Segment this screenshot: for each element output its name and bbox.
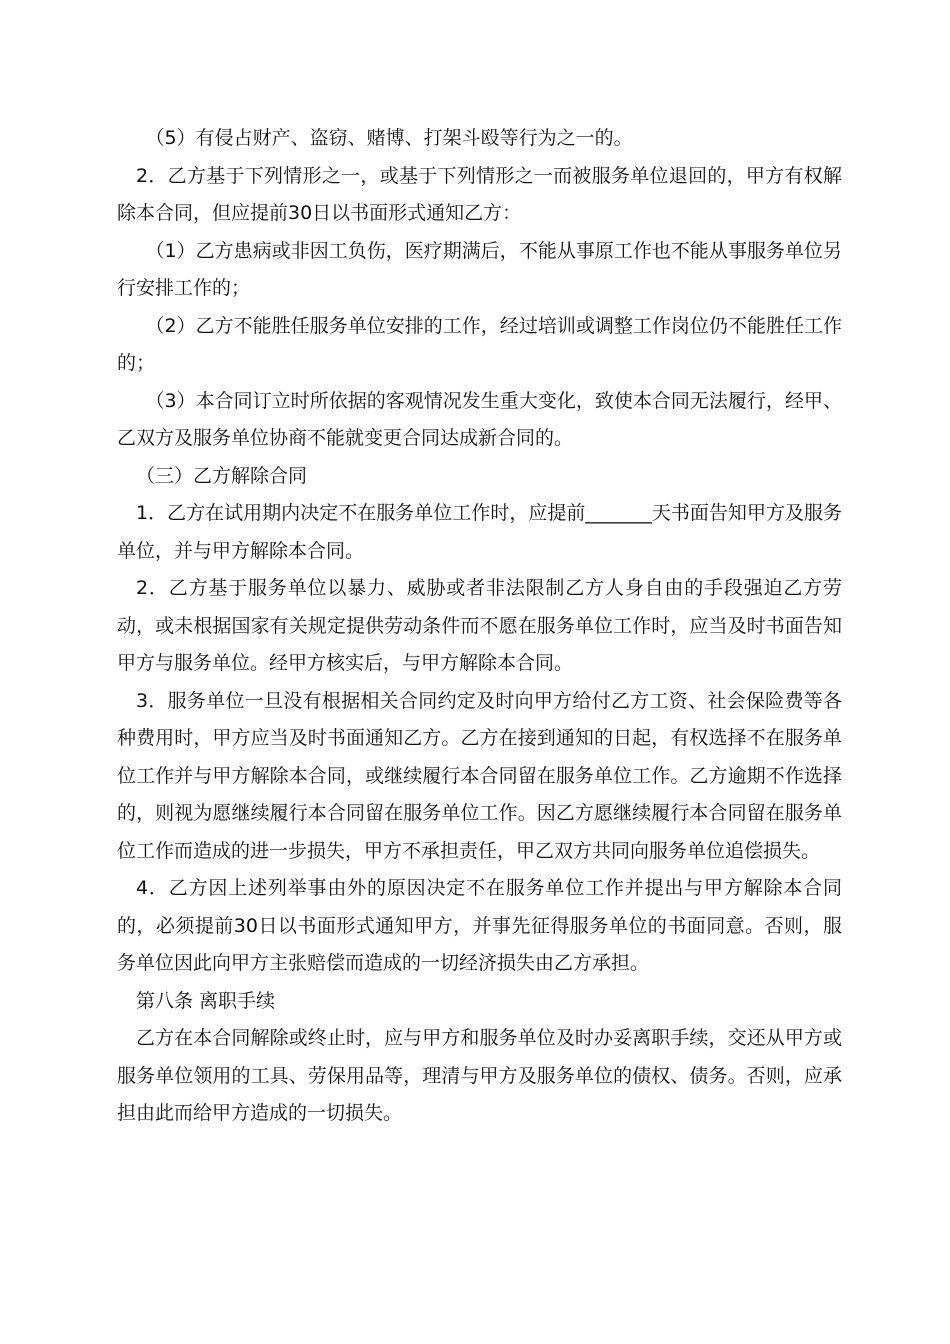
article-8-body: 乙方在本合同解除或终止时，应与甲方和服务单位及时办妥离职手续，交还从甲方或服务单位领用的工具、劳保用品等，理清与甲方及服务单位的债权、债务。否则，应承担由此而给甲方造成的一切损失。 xyxy=(117,1027,842,1124)
clause-item-2: （2）乙方不能胜任服务单位安排的工作，经过培训或调整工作岗位仍不能胜任工作的； xyxy=(117,314,842,374)
article-8-heading: 第八条 离职手续 xyxy=(136,989,276,1012)
clause-item-1: （1）乙方患病或非因工负伤，医疗期满后，不能从事原工作也不能从事服务单位另行安排工作的； xyxy=(117,239,842,299)
clause-item-3: （3）本合同订立时所依据的客观情况发生重大变化，致使本合同无法履行，经甲、乙双方及服务单位协商不能就变更合同达成新合同的。 xyxy=(117,389,842,449)
clause-4-other-reasons: 4．乙方因上述列举事由外的原因决定不在服务单位工作并提出与甲方解除本合同的，必须提前30日以书面形式通知甲方，并事先征得服务单位的书面同意。否则，服务单位因此向甲方主张赔偿而造成的一切经济损失由乙方承担。 xyxy=(117,877,842,974)
clause-item-5: （5）有侵占财产、盗窃、赌博、打架斗殴等行为之一的。 xyxy=(145,127,633,149)
clause-2-party-a-termination: 2．乙方基于下列情形之一，或基于下列情形之一而被服务单位退回的，甲方有权解除本合同，但应提前30日以书面形式通知乙方： xyxy=(117,164,842,224)
document-page xyxy=(117,120,842,1133)
clause-1-probation: 1．乙方在试用期内决定不在服务单位工作时，应提前_______天书面告知甲方及服务单位，并与甲方解除本合同。 xyxy=(117,502,842,562)
clause-2-forced-labor: 2．乙方基于服务单位以暴力、威胁或者非法限制乙方人身自由的手段强迫乙方劳动，或未根据国家有关规定提供劳动条件而不愿在服务单位工作时，应当及时书面告知甲方与服务单位。经甲方核实后，与甲方解除本合同。 xyxy=(117,577,842,674)
clause-3-unpaid-wages: 3．服务单位一旦没有根据相关合同约定及时向甲方给付乙方工资、社会保险费等各种费用时，甲方应当及时书面通知乙方。乙方在接到通知的日起，有权选择不在服务单位工作并与甲方解除本合同，或继续履行本合同留在服务单位工作。乙方逾期不作选择的，则视为愿继续履行本合同留在服务单位工作。因乙方愿继续履行本合同留在服务单位工作而造成的进一步损失，甲方不承担责任，甲乙双方共同向服务单位追偿损失。 xyxy=(117,689,842,862)
section-heading-party-b-termination: （三）乙方解除合同 xyxy=(136,464,308,487)
